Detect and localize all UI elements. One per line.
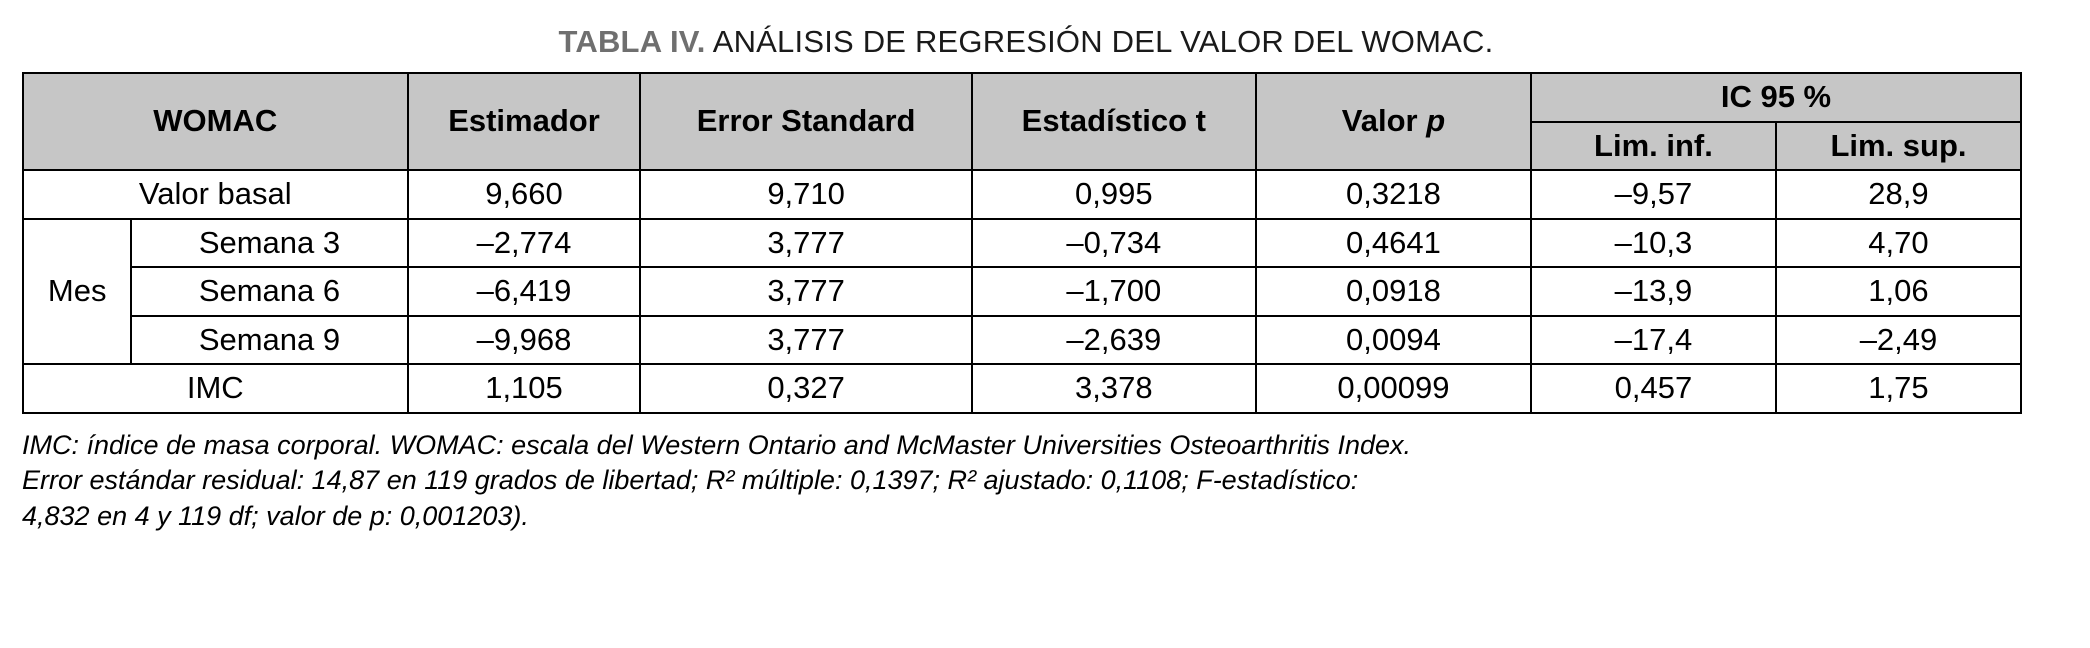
row-label-semana-3: Semana 3 xyxy=(131,219,407,268)
table-footnotes xyxy=(22,428,1982,535)
cell-error-standard: 9,710 xyxy=(640,170,971,219)
cell-lim-sup: 4,70 xyxy=(1776,219,2021,268)
cell-error-standard: 3,777 xyxy=(640,316,971,365)
row-label-imc: IMC xyxy=(23,364,408,413)
cell-valor-p: 0,0918 xyxy=(1256,267,1531,316)
header-valor-p-symbol: p xyxy=(1426,103,1446,139)
table-row xyxy=(23,170,2021,219)
cell-lim-inf: 0,457 xyxy=(1531,364,1776,413)
header-estadistico-t: Estadístico t xyxy=(972,73,1256,170)
header-lim-sup: Lim. sup. xyxy=(1776,122,2021,171)
cell-valor-p: 0,0094 xyxy=(1256,316,1531,365)
cell-lim-sup: 1,75 xyxy=(1776,364,2021,413)
cell-lim-inf: –10,3 xyxy=(1531,219,1776,268)
cell-estimador: 9,660 xyxy=(408,170,641,219)
cell-estadistico-t: –1,700 xyxy=(972,267,1256,316)
table-caption xyxy=(22,24,2030,60)
table-row xyxy=(23,316,2021,365)
table-body xyxy=(23,170,2021,413)
footnote-line-3: 4,832 en 4 y 119 df; valor de p: 0,001203). xyxy=(22,501,529,532)
cell-error-standard: 3,777 xyxy=(640,219,971,268)
row-label-semana-9: Semana 9 xyxy=(131,316,407,365)
header-row-1 xyxy=(23,73,2021,122)
cell-estimador: –6,419 xyxy=(408,267,641,316)
cell-estadistico-t: 3,378 xyxy=(972,364,1256,413)
table-row xyxy=(23,219,2021,268)
header-estimador: Estimador xyxy=(408,73,641,170)
cell-estimador: –2,774 xyxy=(408,219,641,268)
row-label-valor-basal: Valor basal xyxy=(23,170,408,219)
table-row xyxy=(23,364,2021,413)
header-valor-p-prefix: Valor xyxy=(1341,103,1427,139)
cell-estimador: –9,968 xyxy=(408,316,641,365)
header-valor-p xyxy=(1256,73,1531,170)
cell-estadistico-t: –0,734 xyxy=(972,219,1256,268)
cell-valor-p: 0,4641 xyxy=(1256,219,1531,268)
cell-lim-inf: –9,57 xyxy=(1531,170,1776,219)
row-group-label-mes: Mes xyxy=(23,219,131,365)
table-header xyxy=(23,73,2021,170)
cell-lim-sup: 1,06 xyxy=(1776,267,2021,316)
footnote-line-2: Error estándar residual: 14,87 en 119 grados de libertad; R² múltiple: 0,1397; R² ajustado: 0,1108; F-estadístico: xyxy=(22,465,1359,496)
cell-lim-inf: –17,4 xyxy=(1531,316,1776,365)
cell-valor-p: 0,3218 xyxy=(1256,170,1531,219)
table-caption-text: ANÁLISIS DE REGRESIÓN DEL VALOR DEL WOMAC. xyxy=(712,24,1494,59)
row-label-semana-6: Semana 6 xyxy=(131,267,407,316)
cell-estadistico-t: 0,995 xyxy=(972,170,1256,219)
cell-lim-inf: –13,9 xyxy=(1531,267,1776,316)
header-error-standard: Error Standard xyxy=(640,73,971,170)
footnote-line-1: IMC: índice de masa corporal. WOMAC: escala del Western Ontario and McMaster Universities Osteoarthritis Index. xyxy=(22,429,1411,460)
regression-table xyxy=(22,72,2022,414)
cell-error-standard: 3,777 xyxy=(640,267,971,316)
cell-lim-sup: –2,49 xyxy=(1776,316,2021,365)
cell-valor-p: 0,00099 xyxy=(1256,364,1531,413)
cell-error-standard: 0,327 xyxy=(640,364,971,413)
header-ic95: IC 95 % xyxy=(1531,73,2021,122)
table-row xyxy=(23,267,2021,316)
header-lim-inf: Lim. inf. xyxy=(1531,122,1776,171)
header-womac: WOMAC xyxy=(23,73,408,170)
cell-estimador: 1,105 xyxy=(408,364,641,413)
cell-estadistico-t: –2,639 xyxy=(972,316,1256,365)
table-caption-label: TABLA IV. xyxy=(558,24,706,59)
cell-lim-sup: 28,9 xyxy=(1776,170,2021,219)
